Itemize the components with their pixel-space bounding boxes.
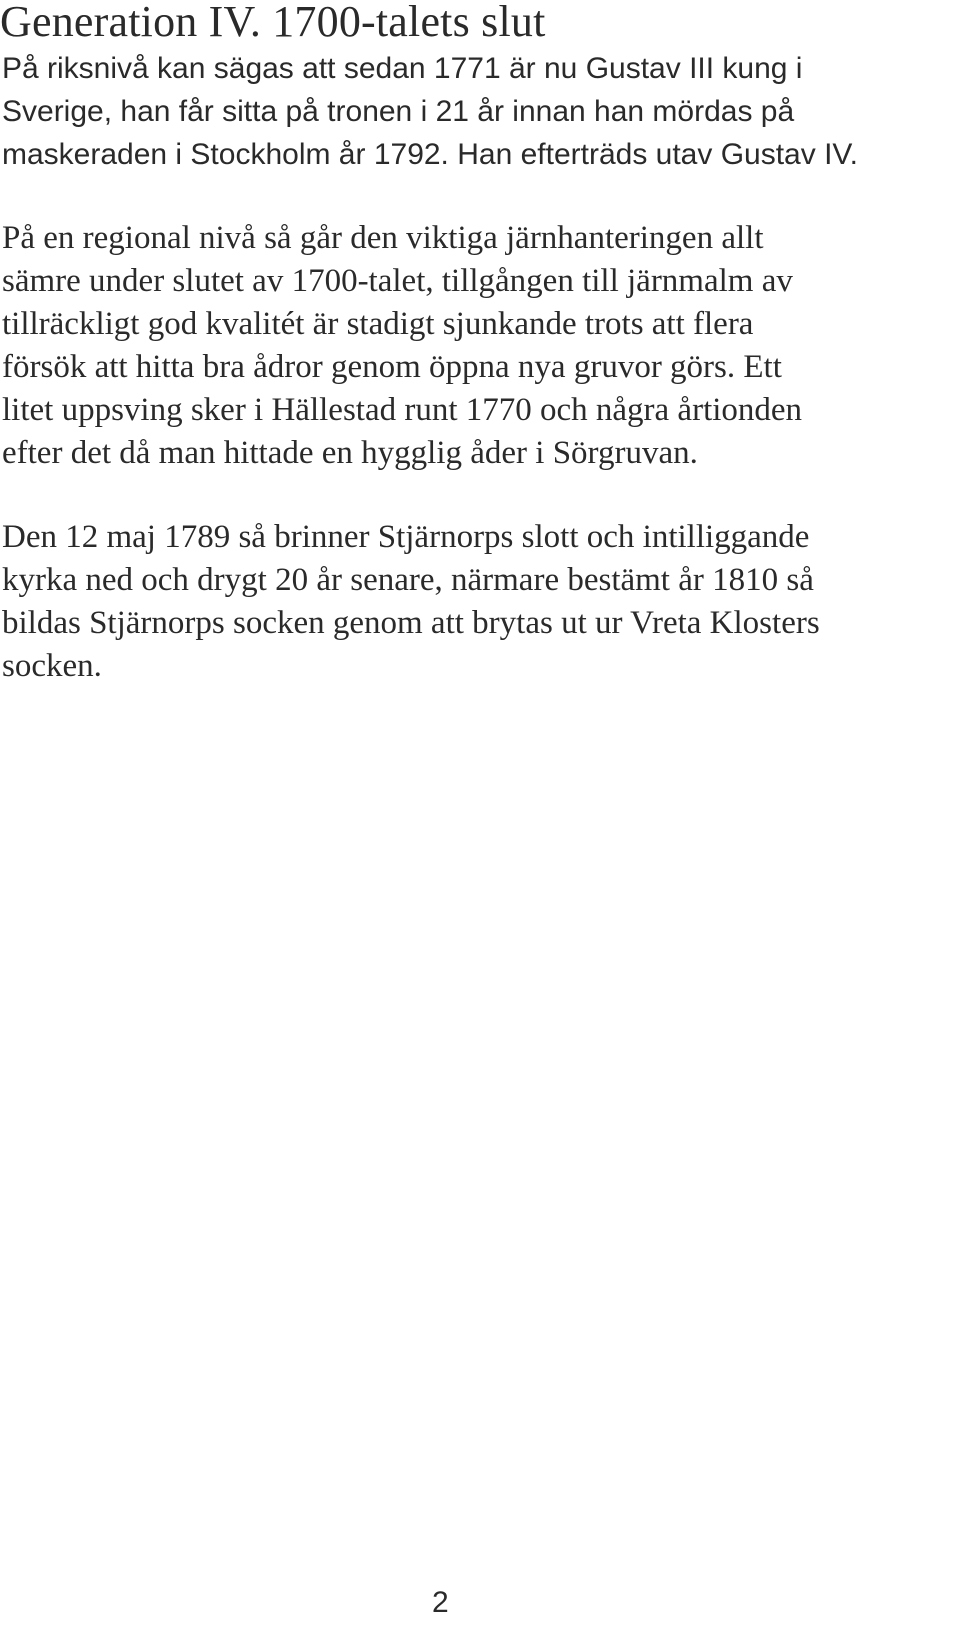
text-line: Sverige, han får sitta på tronen i 21 år innan han mördas på — [2, 95, 795, 128]
text-line: På riksnivå kan sägas att sedan 1771 är nu Gustav III kung i — [2, 52, 803, 85]
text-line: sämre under slutet av 1700-talet, tillgången till järnmalm av — [2, 263, 793, 299]
text-line: litet uppsving sker i Hällestad runt 1770 och några årtionden — [2, 392, 803, 428]
text-line: maskeraden i Stockholm år 1792. Han efterträds utav Gustav IV. — [2, 138, 858, 171]
page-number: 2 — [432, 1586, 449, 1619]
text-line: försök att hitta bra ådror genom öppna nya gruvor görs. Ett — [2, 349, 782, 385]
paragraph-local — [2, 516, 942, 688]
text-line: efter det då man hittade en hygglig åder i Sörgruvan. — [2, 435, 698, 471]
paragraph-regional — [2, 217, 942, 475]
text-line: Den 12 maj 1789 så brinner Stjärnorps slott och intilliggande — [2, 519, 810, 555]
text-line: På en regional nivå så går den viktiga järnhanteringen allt — [2, 220, 764, 256]
text-line: socken. — [2, 648, 102, 684]
text-line: tillräckligt god kvalitét är stadigt sjunkande trots att flera — [2, 306, 754, 342]
text-line: bildas Stjärnorps socken genom att brytas ut ur Vreta Klosters — [2, 605, 820, 641]
text-line: kyrka ned och drygt 20 år senare, närmare bestämt år 1810 så — [2, 562, 814, 598]
paragraph-national — [2, 47, 942, 176]
page-title: Generation IV. 1700-talets slut — [0, 0, 546, 46]
